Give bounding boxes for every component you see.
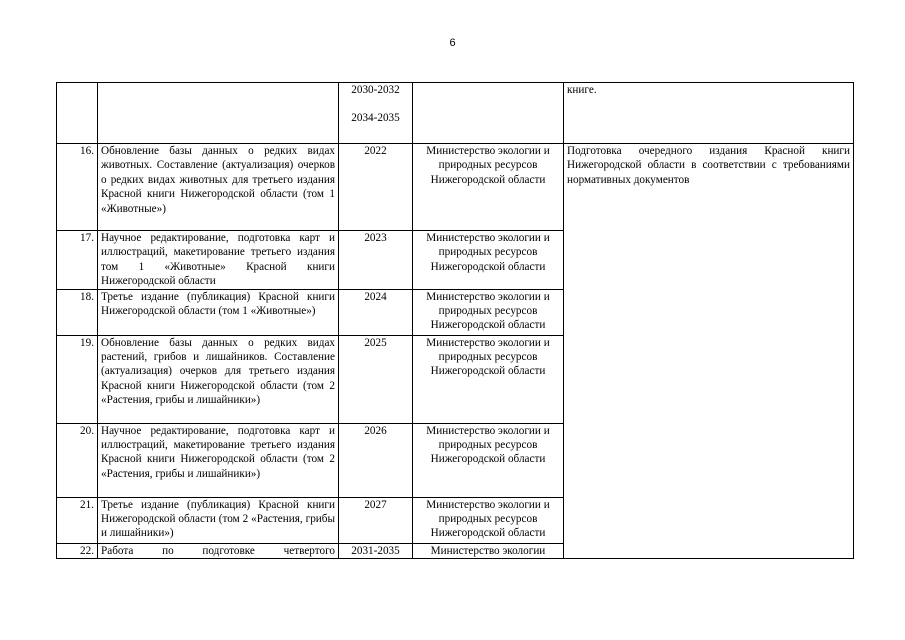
row-description: Работа по подготовке четвертого bbox=[98, 543, 339, 558]
row-description: Научное редактирование, подготовка карт и иллюстраций, макетирование третьего издания том 1 «Животные» Красной книги Нижегородской области bbox=[98, 231, 339, 290]
row-executor: Министерство экологии bbox=[413, 543, 564, 558]
result-cell: книге. bbox=[564, 83, 854, 144]
row-number: 18. bbox=[57, 289, 98, 335]
row-executor: Министерство экологии и природных ресурсов Нижегородской области bbox=[413, 289, 564, 335]
row-year: 2025 bbox=[339, 335, 413, 423]
row-executor: Министерство экологии и природных ресурсов Нижегородской области bbox=[413, 423, 564, 497]
row-executor: Министерство экологии и природных ресурсов Нижегородской области bbox=[413, 335, 564, 423]
years-cell bbox=[339, 83, 413, 144]
page-number: 6 bbox=[449, 37, 456, 49]
table-row-continuation bbox=[57, 83, 854, 144]
row-number: 20. bbox=[57, 423, 98, 497]
row-description: Обновление базы данных о редких видах животных. Составление (актуализация) очерков о редких видах животных для третьего издания Красной книги Нижегородской области (том 1 «Животные») bbox=[98, 144, 339, 231]
row-year: 2023 bbox=[339, 231, 413, 290]
executor-cell bbox=[413, 83, 564, 144]
row-number: 21. bbox=[57, 497, 98, 543]
row-year: 2022 bbox=[339, 144, 413, 231]
row-number: 16. bbox=[57, 144, 98, 231]
row-year: 2027 bbox=[339, 497, 413, 543]
row-executor: Министерство экологии и природных ресурсов Нижегородской области bbox=[413, 231, 564, 290]
row-description: Третье издание (публикация) Красной книги Нижегородской области (том 2 «Растения, грибы и лишайники») bbox=[98, 497, 339, 543]
num-cell bbox=[57, 83, 98, 144]
table-row bbox=[57, 144, 854, 231]
row-number: 22. bbox=[57, 543, 98, 558]
row-number: 19. bbox=[57, 335, 98, 423]
document-table bbox=[56, 82, 854, 559]
row-description: Научное редактирование, подготовка карт и иллюстраций, макетирование третьего издания Красной книги Нижегородской области (том 2 «Растения, грибы и лишайники») bbox=[98, 423, 339, 497]
years-range-1: 2030-2032 bbox=[351, 84, 400, 96]
merged-result-cell: Подготовка очередного издания Красной книги Нижегородской области в соответствии с требованиями нормативных документов bbox=[564, 144, 854, 559]
row-description: Третье издание (публикация) Красной книги Нижегородской области (том 1 «Животные») bbox=[98, 289, 339, 335]
description-cell bbox=[98, 83, 339, 144]
years-range-2: 2034-2035 bbox=[351, 112, 400, 125]
row-executor: Министерство экологии и природных ресурсов Нижегородской области bbox=[413, 497, 564, 543]
row-number: 17. bbox=[57, 231, 98, 290]
row-executor: Министерство экологии и природных ресурсов Нижегородской области bbox=[413, 144, 564, 231]
row-year: 2031-2035 bbox=[339, 543, 413, 558]
row-description: Обновление базы данных о редких видах растений, грибов и лишайников. Составление (актуализация) очерков для третьего издания Красной книги Нижегородской области (том 2 «Растения, грибы и лишайники») bbox=[98, 335, 339, 423]
row-year: 2024 bbox=[339, 289, 413, 335]
row-year: 2026 bbox=[339, 423, 413, 497]
